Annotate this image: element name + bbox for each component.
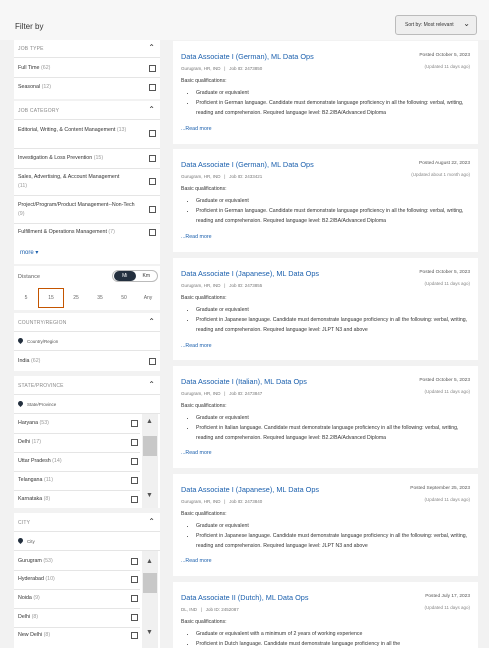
country-search[interactable]: Country/Region xyxy=(18,338,58,345)
city-scrollbar[interactable] xyxy=(142,551,158,648)
posted-date: Posted September 25, 2023 xyxy=(410,486,470,491)
checkbox[interactable] xyxy=(149,206,156,213)
state-option[interactable]: Delhi (17) xyxy=(18,439,144,445)
read-more-link[interactable]: ...Read more xyxy=(181,558,212,564)
qualifications-list xyxy=(190,629,470,648)
qualification-item: • Graduate or equivalent xyxy=(196,88,470,98)
qualifications-list xyxy=(190,196,470,226)
qualification-item: • Proficient in Japanese language. Candidate must demonstrate language proficiency in all the following: verbal, writing, reading and comprehension. Required language level: JLPT N3 and above xyxy=(196,315,470,335)
divider xyxy=(14,195,160,196)
qualifications-list xyxy=(190,305,470,335)
job-category-option[interactable]: Investigation & Loss Prevention (15) xyxy=(18,155,104,161)
job-card[interactable] xyxy=(173,41,478,144)
location-pin-icon xyxy=(18,338,23,345)
updated-date: (Updated about 1 month ago) xyxy=(411,172,470,177)
qualifications-list xyxy=(190,521,470,551)
checkbox[interactable] xyxy=(131,420,138,427)
divider xyxy=(14,490,140,491)
job-title-link[interactable]: Data Associate I (Italian), ML Data Ops xyxy=(181,377,307,386)
location-pin-icon xyxy=(18,401,23,408)
distance-options xyxy=(14,288,160,308)
qualifications-heading: Basic qualifications: xyxy=(181,186,227,192)
city-title: CITY xyxy=(18,520,31,526)
distance-unit-toggle[interactable] xyxy=(112,270,158,282)
job-category-filter xyxy=(14,101,160,264)
collapse-chevron-icon[interactable]: ⌃ xyxy=(148,43,155,52)
scroll-up-icon[interactable]: ▲ xyxy=(146,558,153,565)
job-card[interactable] xyxy=(173,366,478,468)
divider xyxy=(14,119,160,120)
divider xyxy=(14,168,160,169)
state-search[interactable]: State/Province xyxy=(18,401,56,408)
job-type-title: JOB TYPE xyxy=(18,46,44,52)
job-type-filter xyxy=(14,40,160,99)
checkbox[interactable] xyxy=(149,358,156,365)
collapse-chevron-icon[interactable]: ⌃ xyxy=(148,317,155,326)
read-more-link[interactable]: ...Read more xyxy=(181,343,212,349)
qualifications-heading: Basic qualifications: xyxy=(181,295,227,301)
state-filter xyxy=(14,376,160,508)
sort-dropdown-label: Sort by: Most relevant xyxy=(405,22,454,28)
scroll-up-icon[interactable]: ▲ xyxy=(146,418,153,425)
top-bar xyxy=(0,0,489,40)
job-card[interactable] xyxy=(173,149,478,252)
divider xyxy=(14,608,140,609)
distance-option[interactable]: 5 xyxy=(14,288,38,308)
filter-by-label: Filter by xyxy=(15,22,44,31)
country-filter xyxy=(14,313,160,371)
qualification-item: • Proficient in Italian language. Candidate must demonstrate language proficiency in all the following: verbal, writing, reading and comprehension. Required language level: B2.2/BA/Advanced Diploma xyxy=(196,423,470,443)
chevron-down-icon: ⌄ xyxy=(463,19,470,28)
checkbox[interactable] xyxy=(131,614,138,621)
state-scrollbar[interactable] xyxy=(142,414,158,508)
state-option[interactable]: Karnataka (8) xyxy=(18,496,144,502)
divider xyxy=(14,471,140,472)
qualifications-heading: Basic qualifications: xyxy=(181,403,227,409)
checkbox[interactable] xyxy=(131,576,138,583)
job-location: DL, IND | Job ID: 2452087 xyxy=(181,607,239,612)
country-option[interactable]: India (62) xyxy=(18,358,160,364)
posted-date: Posted July 17, 2023 xyxy=(425,594,470,599)
city-option[interactable]: Hyderabad (10) xyxy=(18,576,144,582)
posted-date: Posted October 5, 2023 xyxy=(419,378,470,383)
qualification-item: • Graduate or equivalent with a minimum of 2 years of working experience xyxy=(196,629,470,639)
checkbox[interactable] xyxy=(131,439,138,446)
posted-date: Posted August 22, 2023 xyxy=(419,161,470,166)
scroll-down-icon[interactable]: ▼ xyxy=(146,492,153,499)
read-more-link[interactable]: ...Read more xyxy=(181,450,212,456)
updated-date: (Updated 11 days ago) xyxy=(424,281,470,286)
job-category-option[interactable]: Fulfillment & Operations Management (7) xyxy=(18,229,115,235)
read-more-link[interactable]: ...Read more xyxy=(181,234,212,240)
state-title: STATE/PROVINCE xyxy=(18,383,64,389)
scroll-thumb[interactable] xyxy=(143,573,157,593)
state-option[interactable]: Uttar Pradesh (14) xyxy=(18,458,144,464)
job-title-link[interactable]: Data Associate I (Japanese), ML Data Ops xyxy=(181,485,320,494)
updated-date: (Updated 11 days ago) xyxy=(424,605,470,610)
distance-option[interactable]: 25 xyxy=(64,288,88,308)
posted-date: Posted October 5, 2023 xyxy=(419,270,470,275)
job-location: Gurugram, HR, IND | Job ID: 2473850 xyxy=(181,66,263,71)
checkbox[interactable] xyxy=(131,632,138,639)
checkbox[interactable] xyxy=(131,458,138,465)
job-card[interactable] xyxy=(173,258,478,360)
job-title-link[interactable]: Data Associate II (Dutch), ML Data Ops xyxy=(181,593,309,602)
checkbox[interactable] xyxy=(131,477,138,484)
qualifications-heading: Basic qualifications: xyxy=(181,619,227,625)
job-type-option[interactable]: Seasonal (12) xyxy=(18,84,160,90)
city-option[interactable]: Delhi (8) xyxy=(18,614,144,620)
unit-mi-option[interactable]: Mi xyxy=(114,271,136,281)
qualifications-heading: Basic qualifications: xyxy=(181,78,227,84)
divider xyxy=(14,57,160,58)
checkbox[interactable] xyxy=(131,558,138,565)
job-category-option[interactable]: Editorial, Writing, & Content Management (13) xyxy=(18,127,127,133)
qualification-item: • Graduate or equivalent xyxy=(196,305,470,315)
state-option[interactable]: Haryana (53) xyxy=(18,420,144,426)
checkbox[interactable] xyxy=(149,178,156,185)
distance-option[interactable]: 35 xyxy=(88,288,112,308)
checkbox[interactable] xyxy=(131,496,138,503)
distance-label: Distance xyxy=(18,274,41,280)
collapse-chevron-icon[interactable]: ⌃ xyxy=(148,380,155,389)
job-title-link[interactable]: Data Associate I (Japanese), ML Data Ops xyxy=(181,269,320,278)
updated-date: (Updated 11 days ago) xyxy=(424,64,470,69)
divider xyxy=(14,433,140,434)
qualification-item: • Graduate or equivalent xyxy=(196,196,470,206)
country-title: COUNTRY/REGION xyxy=(18,320,67,326)
divider xyxy=(14,627,140,628)
qualification-item: • Proficient in German language. Candidate must demonstrate language proficiency in all the following: verbal, writing, reading and comprehension. Required language level: B2.2/BA/Advanced Diploma xyxy=(196,98,470,118)
city-search[interactable]: City xyxy=(18,538,35,545)
qualification-item: • Proficient in German language. Candidate must demonstrate language proficiency in all the following: verbal, writing, reading and comprehension. Required language level: B2.2/BA/Advanced Diploma xyxy=(196,206,470,226)
divider xyxy=(14,589,140,590)
sort-dropdown[interactable] xyxy=(395,15,477,35)
state-option[interactable]: Telangana (11) xyxy=(18,477,144,483)
qualification-item: • Proficient in Dutch language. Candidate must demonstrate language proficiency in all the xyxy=(196,639,470,648)
collapse-chevron-icon[interactable]: ⌃ xyxy=(148,105,155,114)
divider xyxy=(14,452,140,453)
distance-option[interactable]: 50 xyxy=(112,288,136,308)
collapse-chevron-icon[interactable]: ⌃ xyxy=(148,517,155,526)
posted-date: Posted October 5, 2023 xyxy=(419,53,470,58)
city-option[interactable]: Noida (9) xyxy=(18,595,144,601)
distance-option[interactable]: Any xyxy=(136,288,160,308)
caret-down-icon: ▾ xyxy=(35,250,39,256)
city-option[interactable]: Gurugram (53) xyxy=(18,558,144,564)
divider xyxy=(14,77,160,78)
qualification-item: • Graduate or equivalent xyxy=(196,413,470,423)
city-option[interactable]: New Delhi (8) xyxy=(18,632,144,638)
job-title-link[interactable]: Data Associate I (German), ML Data Ops xyxy=(181,160,314,169)
job-location: Gurugram, HR, IND | Job ID: 2473855 xyxy=(181,283,263,288)
qualifications-heading: Basic qualifications: xyxy=(181,511,227,517)
divider xyxy=(14,570,140,571)
divider xyxy=(14,148,160,149)
city-filter xyxy=(14,513,160,648)
job-type-option[interactable]: Full Time (62) xyxy=(18,65,160,71)
scroll-down-icon[interactable]: ▼ xyxy=(146,629,153,636)
qualification-item: • Graduate or equivalent xyxy=(196,521,470,531)
checkbox[interactable] xyxy=(149,229,156,236)
job-location: Gurugram, HR, IND | Job ID: 2433421 xyxy=(181,174,263,179)
more-link[interactable]: more ▾ xyxy=(20,250,39,256)
updated-date: (Updated 11 days ago) xyxy=(424,497,470,502)
qualifications-list xyxy=(190,413,470,443)
updated-date: (Updated 11 days ago) xyxy=(424,389,470,394)
checkbox[interactable] xyxy=(131,595,138,602)
read-more-link[interactable]: ...Read more xyxy=(181,126,212,132)
job-category-title: JOB CATEGORY xyxy=(18,108,60,114)
job-category-option[interactable]: Project/Program/Product Management--Non-Tech (9) xyxy=(18,202,135,217)
divider xyxy=(14,223,160,224)
location-pin-icon xyxy=(18,538,23,545)
job-location: Gurugram, HR, IND | Job ID: 2473840 xyxy=(181,499,263,504)
job-card[interactable] xyxy=(173,582,478,648)
divider xyxy=(14,331,160,332)
distance-option-selected[interactable]: 15 xyxy=(38,288,64,308)
checkbox[interactable] xyxy=(149,84,156,91)
job-title-link[interactable]: Data Associate I (German), ML Data Ops xyxy=(181,52,314,61)
job-category-option[interactable]: Sales, Advertising, & Account Management (11) xyxy=(18,174,120,189)
job-location: Gurugram, HR, IND | Job ID: 2473847 xyxy=(181,391,263,396)
checkbox[interactable] xyxy=(149,65,156,72)
divider xyxy=(14,413,160,414)
divider xyxy=(14,394,160,395)
divider xyxy=(14,350,160,351)
qualification-item: • Proficient in Japanese language. Candidate must demonstrate language proficiency in all the following: verbal, writing, reading and comprehension. Required language level: JLPT N3 and above xyxy=(196,531,470,551)
job-card[interactable] xyxy=(173,474,478,576)
checkbox[interactable] xyxy=(149,130,156,137)
checkbox[interactable] xyxy=(149,155,156,162)
divider xyxy=(14,550,160,551)
scroll-thumb[interactable] xyxy=(143,436,157,456)
qualifications-list xyxy=(190,88,470,118)
unit-km-option[interactable]: Km xyxy=(142,273,150,279)
divider xyxy=(14,531,160,532)
